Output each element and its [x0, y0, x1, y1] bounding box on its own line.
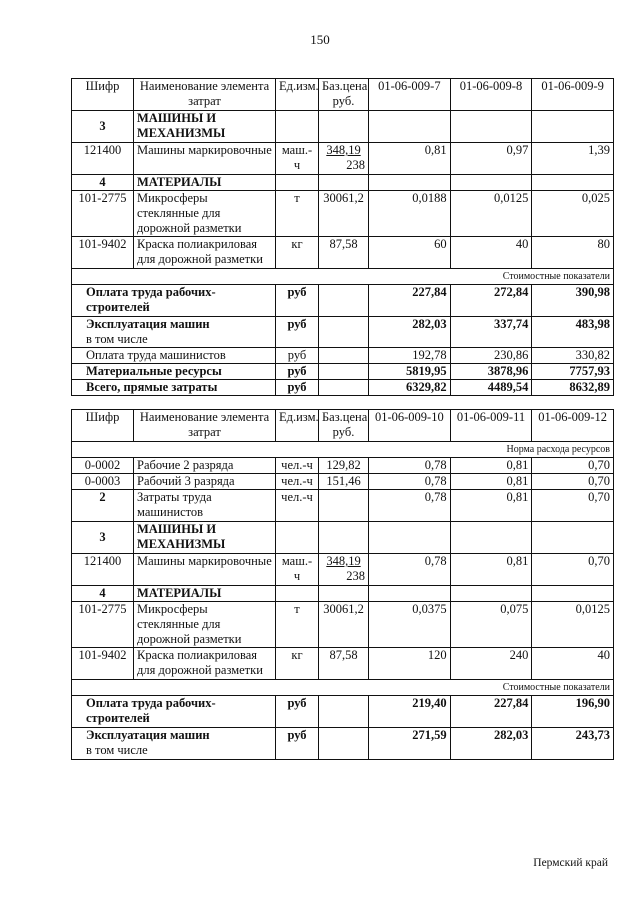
header-col-1: 01-06-009-10 [369, 410, 451, 442]
cost-row-value: 7757,93 [532, 364, 614, 380]
cost-row-value: 4489,54 [450, 380, 532, 396]
row-code: 121400 [72, 554, 134, 586]
row-value: 0,97 [450, 143, 532, 175]
row-value: 0,78 [369, 554, 451, 586]
row-price: 30061,2 [319, 191, 369, 237]
cost-row-unit: руб [276, 728, 319, 760]
cost-row-value: 3878,96 [450, 364, 532, 380]
row-value: 0,025 [532, 191, 614, 237]
header-col-1: 01-06-009-7 [369, 79, 451, 111]
row-value: 0,81 [450, 458, 532, 474]
row-value: 0,0188 [369, 191, 451, 237]
section-code: 3 [72, 522, 134, 554]
section-title: МАТЕРИАЛЫ [134, 586, 276, 602]
row-price: 348,19 238 [319, 554, 369, 586]
row-price: 87,58 [319, 237, 369, 269]
row-price: 348,19 238 [319, 143, 369, 175]
cost-row-value: 227,84 [369, 285, 451, 317]
row-code: 0-0003 [72, 474, 134, 490]
row-code: 101-9402 [72, 648, 134, 680]
row-unit: чел.-ч [276, 458, 319, 474]
page-number: 150 [310, 32, 330, 47]
header-unit: Ед.изм. [276, 410, 319, 442]
row-name: Краска полиакриловая для дорожной разметки [134, 648, 276, 680]
row-value: 0,78 [369, 474, 451, 490]
header-price: Баз.цена руб. [319, 79, 369, 111]
row-value: 0,075 [450, 602, 532, 648]
row-unit: маш.-ч [276, 143, 319, 175]
cost-row-name: Всего, прямые затраты [72, 380, 276, 396]
cost-row-value: 230,86 [450, 348, 532, 364]
row-code: 101-2775 [72, 602, 134, 648]
cost-row-unit: руб [276, 348, 319, 364]
row-value: 0,78 [369, 490, 451, 522]
row-unit: маш.-ч [276, 554, 319, 586]
footer-region: Пермский край [533, 857, 608, 869]
row-value: 0,81 [450, 554, 532, 586]
cost-row-value: 5819,95 [369, 364, 451, 380]
header-col-2: 01-06-009-8 [450, 79, 532, 111]
cost-row-value: 219,40 [369, 696, 451, 728]
row-value: 0,0125 [450, 191, 532, 237]
row-value: 120 [369, 648, 451, 680]
row-name: Микросферы стеклянные для дорожной разметки [134, 602, 276, 648]
header-col-2: 01-06-009-11 [450, 410, 532, 442]
row-value: 0,78 [369, 458, 451, 474]
row-code: 121400 [72, 143, 134, 175]
cost-indicators-label: Стоимостные показатели [72, 269, 614, 285]
row-price: 87,58 [319, 648, 369, 680]
row-price: 30061,2 [319, 602, 369, 648]
cost-row-unit: руб [276, 380, 319, 396]
row-value: 40 [450, 237, 532, 269]
section-code: 4 [72, 586, 134, 602]
cost-row-unit: руб [276, 285, 319, 317]
cost-row-value: 196,90 [532, 696, 614, 728]
estimate-table-2 [71, 409, 614, 760]
cost-row-value: 6329,82 [369, 380, 451, 396]
cost-row-value: 337,74 [450, 317, 532, 348]
section-title: МАШИНЫ И МЕХАНИЗМЫ [134, 111, 276, 143]
row-unit: кг [276, 237, 319, 269]
cost-row-value: 282,03 [450, 728, 532, 760]
row-value: 80 [532, 237, 614, 269]
row-code: 101-9402 [72, 237, 134, 269]
cost-indicators-label: Стоимостные показатели [72, 680, 614, 696]
cost-row-name: Эксплуатация машин в том числе [72, 728, 276, 760]
cost-row-value: 483,98 [532, 317, 614, 348]
cost-row-unit: руб [276, 317, 319, 348]
row-name: Краска полиакриловая для дорожной разметки [134, 237, 276, 269]
row-value: 0,70 [532, 554, 614, 586]
section-title: МАШИНЫ И МЕХАНИЗМЫ [134, 522, 276, 554]
row-code: 0-0002 [72, 458, 134, 474]
row-unit: чел.-ч [276, 474, 319, 490]
row-value: 0,0375 [369, 602, 451, 648]
row-name: Машины маркировочные [134, 143, 276, 175]
row-value: 0,70 [532, 490, 614, 522]
row-value: 60 [369, 237, 451, 269]
row-price: 129,82 [319, 458, 369, 474]
cost-row-value: 390,98 [532, 285, 614, 317]
row-unit: кг [276, 648, 319, 680]
cost-row-value: 8632,89 [532, 380, 614, 396]
section-code: 3 [72, 111, 134, 143]
cost-row-value: 243,73 [532, 728, 614, 760]
row-code: 2 [72, 490, 134, 522]
row-value: 40 [532, 648, 614, 680]
cost-row-value: 192,78 [369, 348, 451, 364]
row-price: 151,46 [319, 474, 369, 490]
header-name: Наименование элемента затрат [134, 79, 276, 111]
cost-row-unit: руб [276, 696, 319, 728]
row-value: 0,70 [532, 458, 614, 474]
cost-row-value: 282,03 [369, 317, 451, 348]
row-code: 101-2775 [72, 191, 134, 237]
cost-row-value: 271,59 [369, 728, 451, 760]
header-price: Баз.цена руб. [319, 410, 369, 442]
row-name: Микросферы стеклянные для дорожной разметки [134, 191, 276, 237]
row-value: 240 [450, 648, 532, 680]
header-col-3: 01-06-009-9 [532, 79, 614, 111]
estimate-table-1 [71, 78, 614, 396]
row-value: 0,0125 [532, 602, 614, 648]
section-title: МАТЕРИАЛЫ [134, 175, 276, 191]
row-name: Машины маркировочные [134, 554, 276, 586]
row-value: 0,81 [450, 490, 532, 522]
row-value: 1,39 [532, 143, 614, 175]
row-value: 0,70 [532, 474, 614, 490]
cost-row-value: 227,84 [450, 696, 532, 728]
row-value: 0,81 [369, 143, 451, 175]
header-code: Шифр [72, 79, 134, 111]
cost-row-name: Эксплуатация машин в том числе [72, 317, 276, 348]
header-name: Наименование элемента затрат [134, 410, 276, 442]
cost-row-name: Оплата труда машинистов [72, 348, 276, 364]
cost-row-value: 272,84 [450, 285, 532, 317]
section-code: 4 [72, 175, 134, 191]
cost-row-value: 330,82 [532, 348, 614, 364]
row-value: 0,81 [450, 474, 532, 490]
row-unit: т [276, 191, 319, 237]
header-unit: Ед.изм. [276, 79, 319, 111]
cost-row-name: Оплата труда рабочих-строителей [72, 285, 276, 317]
row-name: Затраты труда машинистов [134, 490, 276, 522]
cost-row-name: Материальные ресурсы [72, 364, 276, 380]
row-name: Рабочие 2 разряда [134, 458, 276, 474]
header-code: Шифр [72, 410, 134, 442]
row-unit: т [276, 602, 319, 648]
norm-label: Норма расхода ресурсов [72, 442, 614, 458]
cost-row-unit: руб [276, 364, 319, 380]
row-name: Рабочий 3 разряда [134, 474, 276, 490]
header-col-3: 01-06-009-12 [532, 410, 614, 442]
cost-row-name: Оплата труда рабочих-строителей [72, 696, 276, 728]
row-unit: чел.-ч [276, 490, 319, 522]
